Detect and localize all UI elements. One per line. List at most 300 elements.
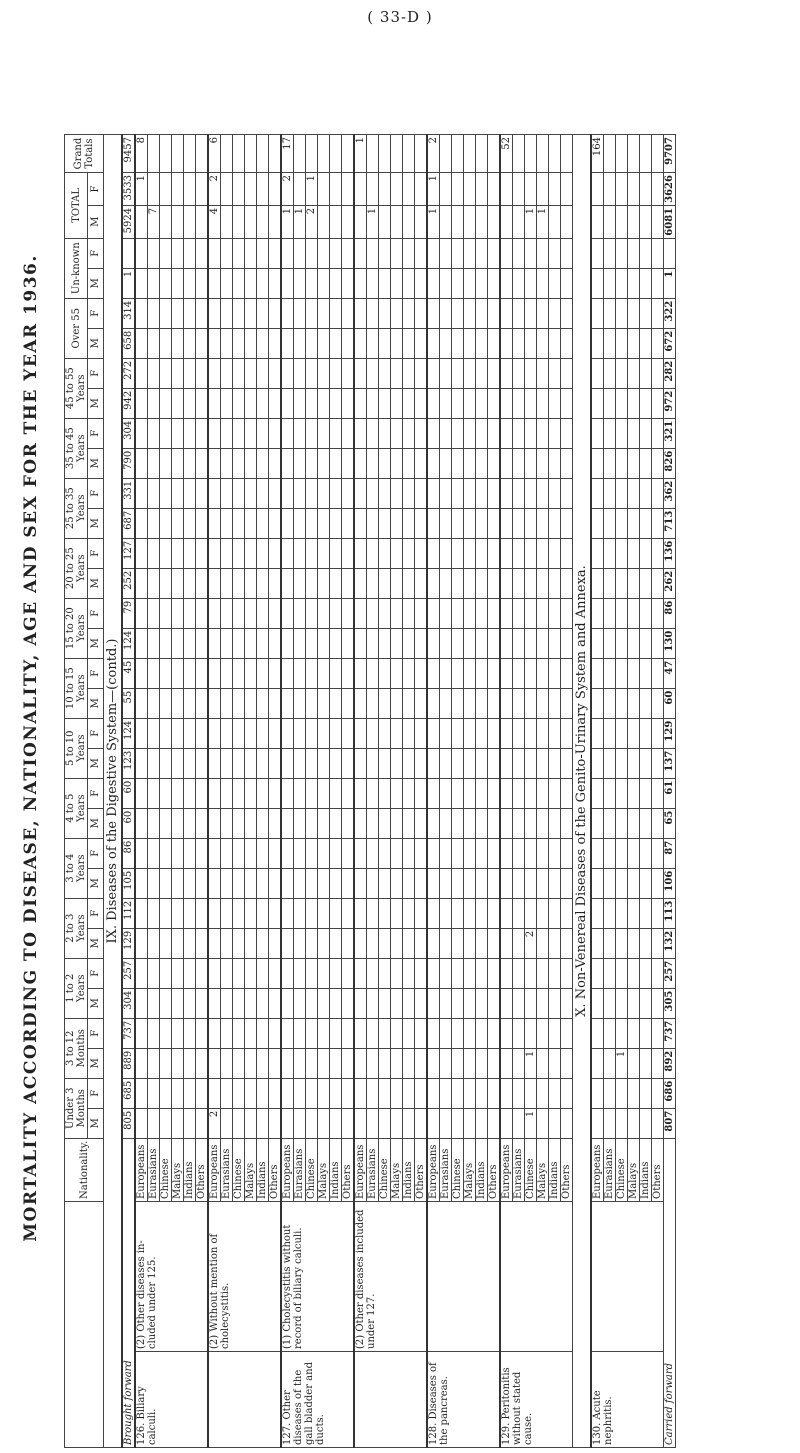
table-cell (440, 1078, 452, 1108)
table-cell (616, 898, 628, 928)
table-cell (452, 388, 464, 418)
table-cell (561, 388, 573, 418)
nationality-label: Malays (318, 1138, 330, 1201)
table-cell (208, 808, 221, 838)
table-cell (257, 898, 269, 928)
header-male: M (88, 1048, 104, 1078)
table-cell (221, 1108, 233, 1138)
table-cell (616, 1018, 628, 1048)
table-cell (281, 688, 294, 718)
table-cell (549, 205, 561, 238)
table-cell (616, 238, 628, 268)
table-cell: 86 (122, 838, 135, 868)
table-cell (221, 173, 233, 206)
table-cell (208, 838, 221, 868)
table-cell (281, 658, 294, 688)
table-cell (525, 988, 537, 1018)
header-female: F (88, 598, 104, 628)
table-cell (652, 778, 664, 808)
table-cell (281, 628, 294, 658)
table-cell (591, 1048, 604, 1078)
table-cell (318, 173, 330, 206)
table-cell (640, 328, 652, 358)
table-cell (172, 898, 184, 928)
table-cell (342, 238, 355, 268)
table-cell (537, 688, 549, 718)
table-cell (245, 598, 257, 628)
table-cell (464, 173, 476, 206)
table-cell (306, 718, 318, 748)
table-cell (354, 298, 367, 328)
table-cell (427, 958, 440, 988)
table-cell (330, 358, 342, 388)
table-cell (269, 538, 282, 568)
table-cell (294, 508, 306, 538)
table-cell: 314 (122, 298, 135, 328)
table-cell (452, 988, 464, 1018)
table-cell (318, 1108, 330, 1138)
table-cell (172, 135, 184, 173)
table-cell: 3626 (664, 173, 676, 206)
table-cell (464, 1108, 476, 1138)
table-cell (354, 418, 367, 448)
nationality-label: Others (488, 1138, 501, 1201)
table-cell (318, 1018, 330, 1048)
table-cell (148, 538, 160, 568)
table-cell (561, 868, 573, 898)
table-cell (464, 688, 476, 718)
table-cell (379, 958, 391, 988)
table-cell (294, 1108, 306, 1138)
nationality-label: Indians (184, 1138, 196, 1201)
table-cell (391, 298, 403, 328)
table-cell (591, 508, 604, 538)
table-cell (379, 808, 391, 838)
table-cell (342, 388, 355, 418)
table-cell (367, 238, 379, 268)
table-cell (391, 238, 403, 268)
table-cell (591, 958, 604, 988)
mortality-table (64, 134, 676, 1448)
table-cell (221, 778, 233, 808)
table-cell (452, 508, 464, 538)
table-cell: 2 (525, 928, 537, 958)
table-cell (652, 268, 664, 298)
table-cell (640, 358, 652, 388)
table-cell (500, 298, 513, 328)
table-row (500, 135, 513, 1448)
table-cell (160, 358, 172, 388)
table-cell (294, 958, 306, 988)
nationality-label: Chinese (306, 1138, 318, 1201)
table-cell (628, 135, 640, 173)
table-cell: 9457 (122, 135, 135, 173)
table-cell (652, 538, 664, 568)
table-cell (427, 1018, 440, 1048)
table-cell (318, 808, 330, 838)
table-cell (294, 1078, 306, 1108)
table-cell: 60 (122, 778, 135, 808)
table-cell (561, 988, 573, 1018)
table-cell: 61 (664, 778, 676, 808)
table-cell (628, 388, 640, 418)
header-age-group: 25 to 35 Years (65, 478, 88, 538)
table-cell (306, 1078, 318, 1108)
table-cell (452, 658, 464, 688)
table-cell (233, 958, 245, 988)
table-cell (464, 988, 476, 1018)
table-cell (367, 688, 379, 718)
table-cell (208, 1048, 221, 1078)
table-cell (172, 268, 184, 298)
table-cell (500, 205, 513, 238)
table-cell: 2 (427, 135, 440, 173)
table-cell (233, 268, 245, 298)
table-cell (640, 1018, 652, 1048)
table-cell (652, 568, 664, 598)
table-cell (628, 173, 640, 206)
table-cell (172, 748, 184, 778)
table-cell (403, 568, 415, 598)
table-cell (604, 658, 616, 688)
table-cell (184, 135, 196, 173)
table-cell (281, 508, 294, 538)
table-cell (184, 358, 196, 388)
table-cell (513, 1018, 525, 1048)
table-cell (561, 238, 573, 268)
table-cell (403, 838, 415, 868)
table-cell (452, 718, 464, 748)
table-cell (306, 658, 318, 688)
table-cell (257, 1108, 269, 1138)
table-cell (330, 238, 342, 268)
table-cell (367, 838, 379, 868)
table-cell (561, 173, 573, 206)
header-age-group: 4 to 5 Years (65, 778, 88, 838)
table-cell (379, 238, 391, 268)
table-cell (440, 478, 452, 508)
table-cell (525, 898, 537, 928)
table-cell (561, 838, 573, 868)
table-cell (628, 358, 640, 388)
table-cell (391, 718, 403, 748)
table-cell (196, 1108, 209, 1138)
table-cell (652, 688, 664, 718)
table-cell (318, 868, 330, 898)
table-cell (318, 1078, 330, 1108)
table-cell (500, 1108, 513, 1138)
table-cell (257, 568, 269, 598)
table-cell: 1 (427, 205, 440, 238)
header-age-group: 15 to 20 Years (65, 598, 88, 658)
header-male: M (88, 928, 104, 958)
table-cell (281, 238, 294, 268)
table-cell (196, 328, 209, 358)
table-cell (135, 988, 148, 1018)
table-cell (616, 778, 628, 808)
table-cell (476, 298, 488, 328)
table-cell (537, 658, 549, 688)
table-cell (500, 868, 513, 898)
table-cell (513, 658, 525, 688)
table-cell: 362 (664, 478, 676, 508)
table-cell (306, 1048, 318, 1078)
table-cell (160, 388, 172, 418)
table-cell (604, 1108, 616, 1138)
table-cell (500, 1078, 513, 1108)
table-cell (269, 868, 282, 898)
table-cell (452, 898, 464, 928)
table-cell (306, 1018, 318, 1048)
table-cell (294, 298, 306, 328)
table-cell (513, 568, 525, 598)
table-cell (172, 1048, 184, 1078)
table-cell (196, 538, 209, 568)
table-cell (415, 238, 428, 268)
table-cell (604, 448, 616, 478)
table-cell (452, 1048, 464, 1078)
table-cell (500, 418, 513, 448)
table-cell (342, 688, 355, 718)
table-cell (294, 598, 306, 628)
table-cell (306, 538, 318, 568)
table-cell (640, 808, 652, 838)
table-cell (525, 508, 537, 538)
table-cell (561, 658, 573, 688)
table-cell (196, 298, 209, 328)
table-cell (257, 508, 269, 538)
table-cell (148, 298, 160, 328)
nationality-label: Europeans (591, 1138, 604, 1201)
table-cell (367, 1018, 379, 1048)
table-cell (379, 135, 391, 173)
table-cell (476, 718, 488, 748)
table-cell (464, 778, 476, 808)
table-cell (549, 328, 561, 358)
table-cell (591, 358, 604, 388)
table-cell (257, 1048, 269, 1078)
table-cell (330, 418, 342, 448)
table-cell (342, 628, 355, 658)
table-cell (342, 748, 355, 778)
table-cell (221, 1018, 233, 1048)
table-cell (537, 538, 549, 568)
table-cell (537, 448, 549, 478)
table-cell (415, 1018, 428, 1048)
table-cell (640, 298, 652, 328)
table-cell (464, 568, 476, 598)
table-cell (294, 478, 306, 508)
table-cell (488, 328, 501, 358)
section-row (104, 135, 123, 1448)
table-cell (184, 688, 196, 718)
table-cell (391, 808, 403, 838)
table-cell (208, 598, 221, 628)
table-cell (281, 958, 294, 988)
table-cell (476, 358, 488, 388)
table-cell (513, 238, 525, 268)
table-cell (464, 268, 476, 298)
table-cell (233, 298, 245, 328)
table-cell (160, 268, 172, 298)
table-cell (452, 808, 464, 838)
table-cell (233, 778, 245, 808)
table-cell (294, 388, 306, 418)
table-cell (464, 508, 476, 538)
table-cell (257, 748, 269, 778)
table-cell: 1 (135, 173, 148, 206)
table-cell (148, 778, 160, 808)
table-cell (415, 868, 428, 898)
table-cell (257, 205, 269, 238)
table-cell (391, 1078, 403, 1108)
table-cell (561, 898, 573, 928)
table-cell (452, 328, 464, 358)
table-cell (221, 928, 233, 958)
header-nationality: Nationality. (65, 1138, 104, 1201)
table-cell (306, 388, 318, 418)
table-cell (245, 808, 257, 838)
table-cell (172, 508, 184, 538)
table-cell: 87 (664, 838, 676, 868)
header-female: F (88, 778, 104, 808)
table-cell (208, 508, 221, 538)
table-cell (257, 448, 269, 478)
table-cell (245, 328, 257, 358)
table-cell (257, 988, 269, 1018)
table-cell (640, 748, 652, 778)
table-cell (245, 688, 257, 718)
table-cell (391, 448, 403, 478)
table-cell (184, 478, 196, 508)
table-cell (221, 1048, 233, 1078)
nationality-label: Chinese (379, 1138, 391, 1201)
table-cell (306, 418, 318, 448)
table-cell (640, 988, 652, 1018)
table-cell (604, 988, 616, 1018)
table-cell (196, 173, 209, 206)
table-cell (415, 1108, 428, 1138)
table-cell (604, 1078, 616, 1108)
disease-subheading (427, 1202, 500, 1352)
table-cell (367, 928, 379, 958)
table-cell (513, 358, 525, 388)
table-cell (221, 988, 233, 1018)
table-cell (160, 1018, 172, 1048)
table-cell (549, 718, 561, 748)
table-cell (172, 988, 184, 1018)
table-cell (257, 238, 269, 268)
table-cell (476, 958, 488, 988)
nationality-label: Indians (640, 1138, 652, 1201)
disease-name (208, 1352, 281, 1448)
table-cell (616, 478, 628, 508)
table-cell (233, 688, 245, 718)
table-cell (664, 238, 676, 268)
table-cell (652, 388, 664, 418)
table-cell (330, 1048, 342, 1078)
table-cell (306, 358, 318, 388)
table-cell (427, 298, 440, 328)
table-cell (513, 268, 525, 298)
table-cell (330, 658, 342, 688)
table-cell (616, 173, 628, 206)
table-cell (294, 988, 306, 1018)
table-cell (537, 1048, 549, 1078)
table-cell (306, 838, 318, 868)
table-cell (367, 358, 379, 388)
table-cell (196, 448, 209, 478)
table-cell (415, 205, 428, 238)
table-cell (415, 478, 428, 508)
table-cell (245, 658, 257, 688)
table-cell: 65 (664, 808, 676, 838)
table-cell (415, 718, 428, 748)
table-cell (294, 568, 306, 598)
table-cell: 9707 (664, 135, 676, 173)
table-cell (415, 388, 428, 418)
table-cell (172, 418, 184, 448)
table-cell: 322 (664, 298, 676, 328)
table-cell (640, 1078, 652, 1108)
table-cell (196, 568, 209, 598)
running-title: MORTALITY ACCORDING TO DISEASE, NATIONALITY, AGE AND SEX FOR THE YEAR 1936. (21, 254, 41, 1242)
table-cell (452, 1018, 464, 1048)
table-cell (549, 628, 561, 658)
table-cell (452, 688, 464, 718)
header-age-group: 10 to 15 Years (65, 658, 88, 718)
table-cell: 55 (122, 688, 135, 718)
table-cell (269, 628, 282, 658)
table-cell (257, 718, 269, 748)
table-cell (379, 298, 391, 328)
table-cell (440, 135, 452, 173)
table-cell (245, 868, 257, 898)
table-cell (135, 778, 148, 808)
table-cell (652, 718, 664, 748)
header-male: M (88, 748, 104, 778)
table-cell (452, 173, 464, 206)
table-cell (184, 748, 196, 778)
table-cell (616, 628, 628, 658)
table-cell (330, 718, 342, 748)
section-heading: X. Non-Venereal Diseases of the Genito-Urinary System and Annexa. (573, 135, 592, 1448)
table-cell (342, 478, 355, 508)
table-cell (561, 1078, 573, 1108)
table-cell (415, 418, 428, 448)
table-cell (281, 298, 294, 328)
table-cell (500, 628, 513, 658)
header-female: F (88, 538, 104, 568)
table-cell (549, 238, 561, 268)
table-cell (184, 628, 196, 658)
table-cell (403, 1078, 415, 1108)
table-cell: 129 (664, 718, 676, 748)
table-cell (591, 568, 604, 598)
table-cell (160, 838, 172, 868)
table-cell (616, 658, 628, 688)
table-cell (135, 628, 148, 658)
table-cell (172, 958, 184, 988)
table-cell (561, 538, 573, 568)
table-cell (306, 478, 318, 508)
table-cell: 1 (537, 205, 549, 238)
table-cell (367, 478, 379, 508)
table-cell (196, 478, 209, 508)
table-cell (318, 268, 330, 298)
table-cell (525, 173, 537, 206)
table-cell (221, 388, 233, 418)
